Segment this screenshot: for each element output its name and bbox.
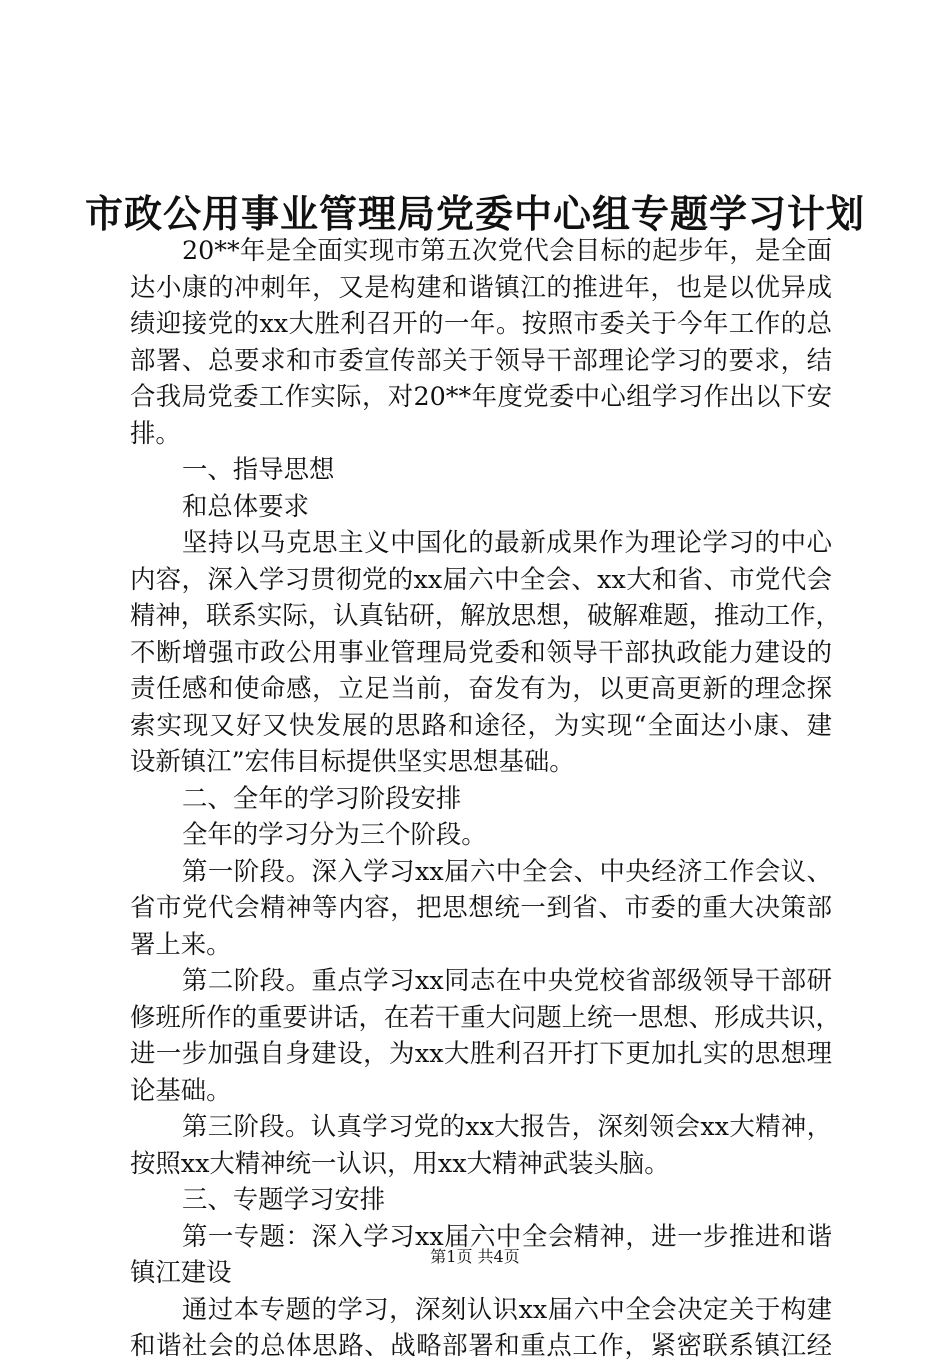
- document-line: 绩迎接党的xx大胜利召开的一年。按照市委关于今年工作的总: [130, 308, 832, 338]
- document-line: 部署、总要求和市委宣传部关于领导干部理论学习的要求，结: [130, 344, 832, 375]
- document-line: 索实现又好又快发展的思路和途径，为实现“全面达小康、建: [130, 709, 832, 740]
- document-line: 一、指导思想: [182, 454, 335, 484]
- document-line: 论基础。: [130, 1074, 232, 1105]
- document-line: 达小康的冲刺年，又是构建和谐镇江的推进年，也是以优异成: [130, 271, 832, 302]
- document-body: [130, 232, 841, 1364]
- document-line: 和总体要求: [182, 490, 309, 521]
- document-line: 和谐社会的总体思路、战略部署和重点工作，紧密联系镇江经: [130, 1330, 832, 1360]
- document-line: 镇江建设: [130, 1257, 232, 1287]
- document-line: 第一专题：深入学习xx届六中全会精神，进一步推进和谐: [182, 1220, 832, 1251]
- document-line: 按照xx大精神统一认识，用xx大精神武装头脑。: [130, 1147, 670, 1178]
- document-line: 精神，联系实际，认真钻研，解放思想，破解难题，推动工作，: [130, 600, 841, 630]
- document-line: 设新镇江”宏伟目标提供坚实思想基础。: [130, 746, 575, 776]
- document-line: 修班所作的重要讲话，在若干重大问题上统一思想、形成共识，: [130, 1001, 841, 1032]
- document-line: 第三阶段。认真学习党的xx大报告，深刻领会xx大精神，: [182, 1111, 832, 1141]
- document-line: 排。: [130, 417, 181, 448]
- document-line: 进一步加强自身建设，为xx大胜利召开打下更加扎实的思想理: [130, 1038, 832, 1068]
- document-line: 全年的学习分为三个阶段。: [182, 819, 487, 849]
- document-line: 内容，深入学习贯彻党的xx届六中全会、xx大和省、市党代会: [130, 563, 832, 594]
- document-line: 20**年是全面实现市第五次党代会目标的起步年，是全面: [182, 235, 832, 265]
- document-line: 责任感和使命感，立足当前，奋发有为，以更高更新的理念探: [130, 673, 832, 703]
- document-line: 坚持以马克思主义中国化的最新成果作为理论学习的中心: [182, 527, 832, 557]
- document-line: 通过本专题的学习，深刻认识xx届六中全会决定关于构建: [182, 1293, 832, 1324]
- document-title: 市政公用事业管理局党委中心组专题学习计划: [84, 191, 865, 236]
- document-line: 署上来。: [130, 928, 232, 959]
- document-line: 省市党代会精神等内容，把思想统一到省、市委的重大决策部: [130, 892, 832, 922]
- document-line: 合我局党委工作实际，对20**年度党委中心组学习作出以下安: [130, 381, 832, 411]
- document-line: 三、专题学习安排: [182, 1184, 386, 1214]
- document-line: 不断增强市政公用事业管理局党委和领导干部执政能力建设的: [130, 636, 832, 667]
- document-line: 第二阶段。重点学习xx同志在中央党校省部级领导干部研: [182, 965, 832, 995]
- page-footer: 第1页 共4页: [430, 1247, 520, 1266]
- document-line: 二、全年的学习阶段安排: [182, 782, 462, 813]
- document-line: 第一阶段。深入学习xx届六中全会、中央经济工作会议、: [182, 855, 832, 886]
